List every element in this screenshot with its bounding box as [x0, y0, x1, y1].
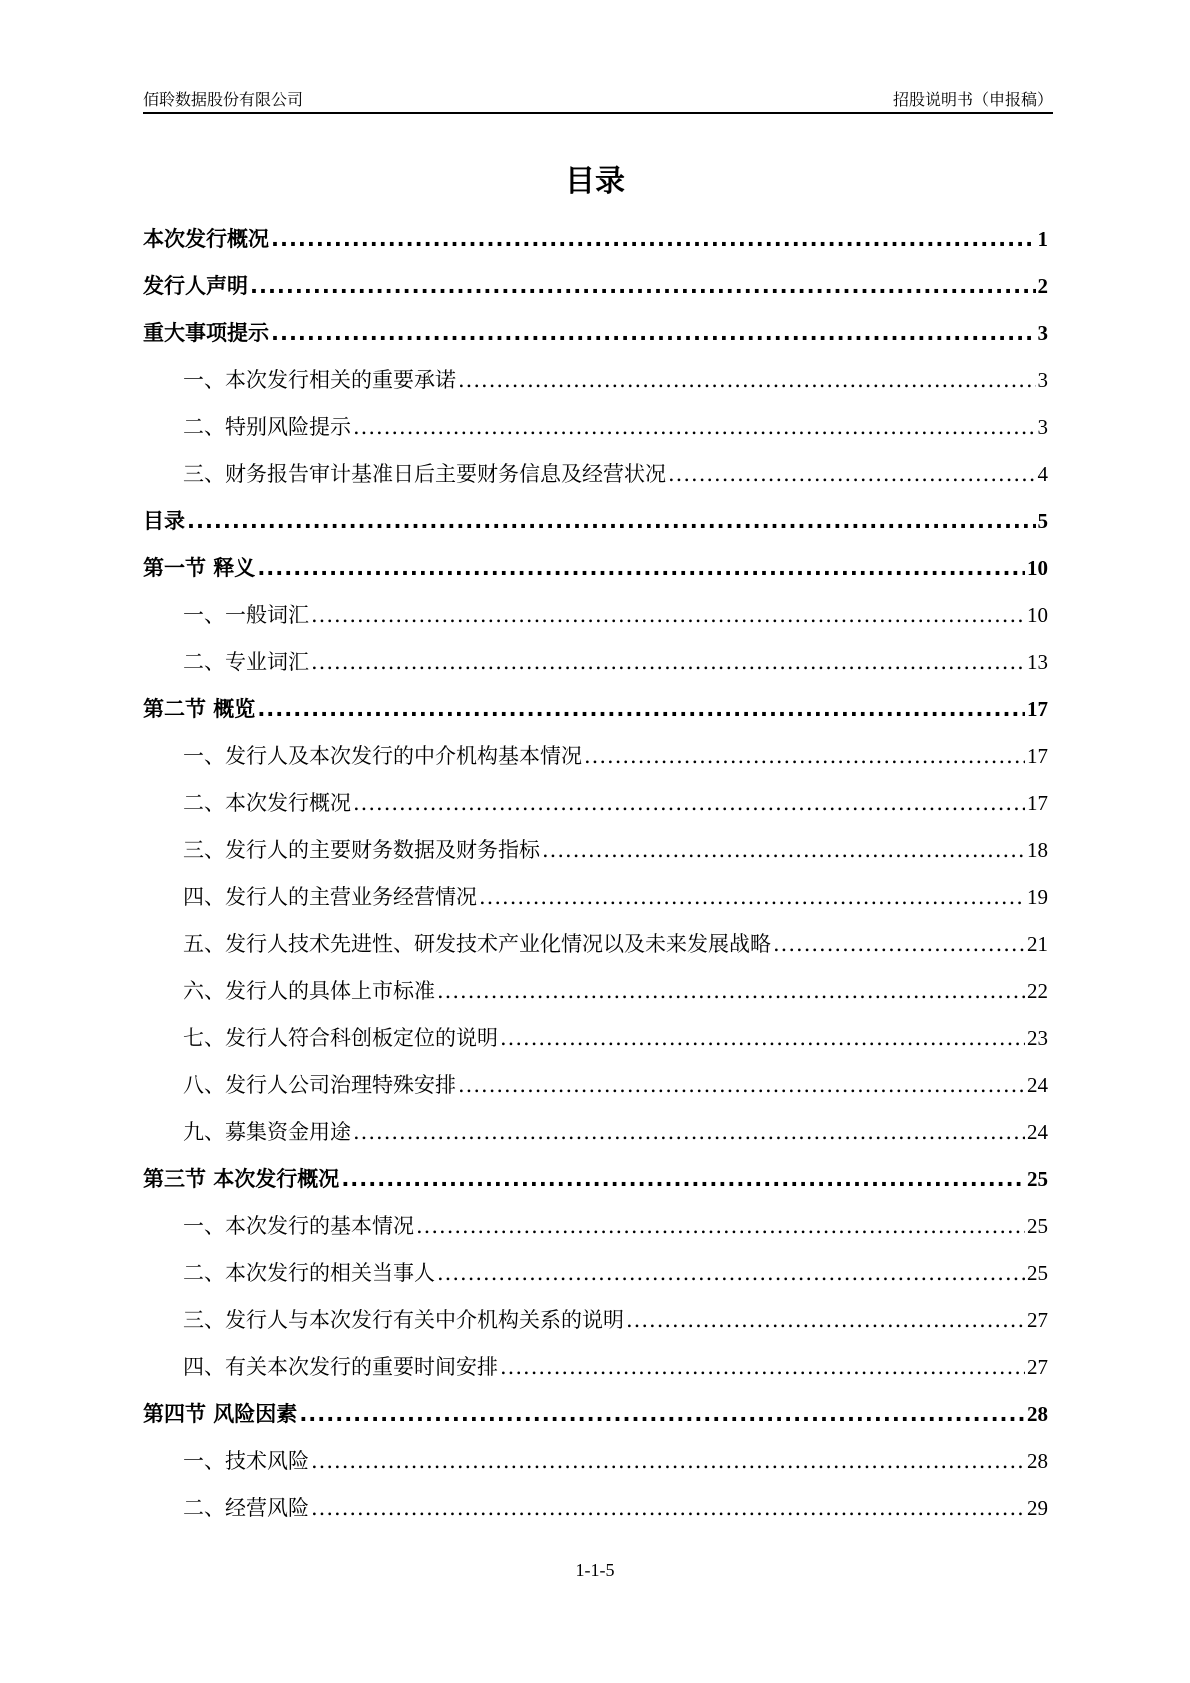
toc-entry-page: 27 [1027, 1308, 1048, 1332]
toc-entry-label: 第三节 本次发行概况 [143, 1167, 340, 1191]
page-header [143, 84, 1053, 114]
toc-entry-label: 四、发行人的主营业务经营情况 [183, 885, 477, 909]
toc-entry-page: 23 [1027, 1026, 1048, 1050]
toc-entry[interactable] [143, 545, 1048, 592]
dot-leader [299, 1391, 1025, 1438]
toc-entry-page: 24 [1027, 1120, 1048, 1144]
toc-entry[interactable] [143, 733, 1048, 780]
toc-entry[interactable] [143, 592, 1048, 639]
toc-entry-label: 一、本次发行的基本情况 [183, 1214, 414, 1238]
toc-entry[interactable] [143, 1062, 1048, 1109]
toc-entry-page: 19 [1027, 885, 1048, 909]
toc-entry-label: 六、发行人的具体上市标准 [183, 979, 435, 1003]
toc-entry[interactable] [143, 1438, 1048, 1485]
toc-entry-label: 七、发行人符合科创板定位的说明 [183, 1026, 498, 1050]
dot-leader [311, 592, 1025, 639]
toc-entry-page: 3 [1037, 321, 1048, 345]
dot-leader [250, 263, 1036, 310]
dot-leader [353, 780, 1025, 827]
toc-entry[interactable] [143, 921, 1048, 968]
dot-leader [257, 686, 1025, 733]
toc-entry-page: 28 [1027, 1449, 1048, 1473]
toc-entry-label: 二、本次发行概况 [183, 791, 351, 815]
toc-entry[interactable] [143, 263, 1048, 310]
toc-entry-page: 17 [1027, 697, 1048, 721]
toc-entry-label: 三、发行人的主要财务数据及财务指标 [183, 838, 540, 862]
toc-entry[interactable] [143, 216, 1048, 263]
dot-leader [542, 827, 1025, 874]
toc-entry[interactable] [143, 827, 1048, 874]
toc-entry-label: 第一节 释义 [143, 556, 256, 580]
toc-entry-page: 17 [1027, 744, 1048, 768]
toc-entry[interactable] [143, 780, 1048, 827]
toc-entry-label: 发行人声明 [143, 274, 248, 298]
toc-entry-page: 25 [1027, 1214, 1048, 1238]
toc-entry-page: 17 [1027, 791, 1048, 815]
page-number: 1-1-5 [575, 1560, 615, 1580]
toc-entry[interactable] [143, 1203, 1048, 1250]
dot-leader [311, 1485, 1025, 1532]
dot-leader [353, 404, 1036, 451]
toc-entry[interactable] [143, 1015, 1048, 1062]
dot-leader [311, 1438, 1025, 1485]
toc-entry-page: 4 [1037, 462, 1048, 486]
toc-entry[interactable] [143, 874, 1048, 921]
dot-leader [437, 1250, 1025, 1297]
toc-entry-label: 四、有关本次发行的重要时间安排 [183, 1355, 498, 1379]
toc-entry[interactable] [143, 498, 1048, 545]
toc-entry[interactable] [143, 1109, 1048, 1156]
toc-entry-page: 10 [1027, 603, 1048, 627]
toc-entry-label: 五、发行人技术先进性、研发技术产业化情况以及未来发展战略 [183, 932, 771, 956]
toc-entry[interactable] [143, 1156, 1048, 1203]
toc-entry-page: 25 [1027, 1261, 1048, 1285]
page-title: 目录 [565, 164, 625, 199]
dot-leader [584, 733, 1025, 780]
toc-entry[interactable] [143, 1344, 1048, 1391]
toc-entry[interactable] [143, 686, 1048, 733]
toc-entry-label: 三、财务报告审计基准日后主要财务信息及经营状况 [183, 462, 666, 486]
toc-entry[interactable] [143, 1297, 1048, 1344]
toc-entry-page: 21 [1027, 932, 1048, 956]
dot-leader [773, 921, 1025, 968]
dot-leader [458, 357, 1036, 404]
toc-entry-page: 27 [1027, 1355, 1048, 1379]
dot-leader [668, 451, 1036, 498]
toc-entry-label: 一、发行人及本次发行的中介机构基本情况 [183, 744, 582, 768]
dot-leader [479, 874, 1025, 921]
dot-leader [187, 498, 1036, 545]
toc-entry-page: 25 [1027, 1167, 1048, 1191]
toc-entry[interactable] [143, 357, 1048, 404]
dot-leader [416, 1203, 1025, 1250]
toc-entry-label: 二、专业词汇 [183, 650, 309, 674]
dot-leader [271, 216, 1036, 263]
toc-entry-page: 29 [1027, 1496, 1048, 1520]
toc-entry-page: 10 [1027, 556, 1048, 580]
toc-entry-label: 本次发行概况 [143, 227, 269, 251]
toc-entry-page: 13 [1027, 650, 1048, 674]
toc-entry[interactable] [143, 968, 1048, 1015]
toc-entry-page: 22 [1027, 979, 1048, 1003]
toc-entry-page: 24 [1027, 1073, 1048, 1097]
toc-entry-label: 第四节 风险因素 [143, 1402, 298, 1426]
toc-entry-page: 1 [1037, 227, 1048, 251]
dot-leader [437, 968, 1025, 1015]
table-of-contents [143, 216, 1048, 1532]
toc-entry[interactable] [143, 310, 1048, 357]
toc-entry-page: 2 [1037, 274, 1048, 298]
dot-leader [626, 1297, 1025, 1344]
toc-entry-label: 八、发行人公司治理特殊安排 [183, 1073, 456, 1097]
toc-entry[interactable] [143, 1391, 1048, 1438]
dot-leader [500, 1344, 1025, 1391]
toc-entry[interactable] [143, 1485, 1048, 1532]
header-company: 佰聆数据股份有限公司 [143, 90, 304, 109]
dot-leader [271, 310, 1036, 357]
dot-leader [341, 1156, 1025, 1203]
toc-entry-label: 二、特别风险提示 [183, 415, 351, 439]
dot-leader [458, 1062, 1025, 1109]
dot-leader [311, 639, 1025, 686]
dot-leader [353, 1109, 1025, 1156]
toc-entry-label: 九、募集资金用途 [183, 1120, 351, 1144]
toc-entry-page: 28 [1027, 1402, 1048, 1426]
toc-entry-label: 一、一般词汇 [183, 603, 309, 627]
toc-entry-label: 第二节 概览 [143, 697, 256, 721]
toc-entry-label: 二、经营风险 [183, 1496, 309, 1520]
dot-leader [257, 545, 1025, 592]
toc-entry[interactable] [143, 451, 1048, 498]
toc-entry-label: 目录 [143, 509, 185, 533]
toc-entry-page: 5 [1037, 509, 1048, 533]
dot-leader [500, 1015, 1025, 1062]
toc-entry-label: 三、发行人与本次发行有关中介机构关系的说明 [183, 1308, 624, 1332]
header-doc-title: 招股说明书（申报稿） [892, 90, 1053, 109]
toc-entry-label: 二、本次发行的相关当事人 [183, 1261, 435, 1285]
toc-entry[interactable] [143, 639, 1048, 686]
toc-entry-label: 一、本次发行相关的重要承诺 [183, 368, 456, 392]
toc-entry[interactable] [143, 1250, 1048, 1297]
toc-entry[interactable] [143, 404, 1048, 451]
toc-entry-page: 18 [1027, 838, 1048, 862]
toc-entry-label: 一、技术风险 [183, 1449, 309, 1473]
toc-entry-page: 3 [1037, 415, 1048, 439]
toc-entry-page: 3 [1037, 368, 1048, 392]
toc-entry-label: 重大事项提示 [143, 321, 269, 345]
